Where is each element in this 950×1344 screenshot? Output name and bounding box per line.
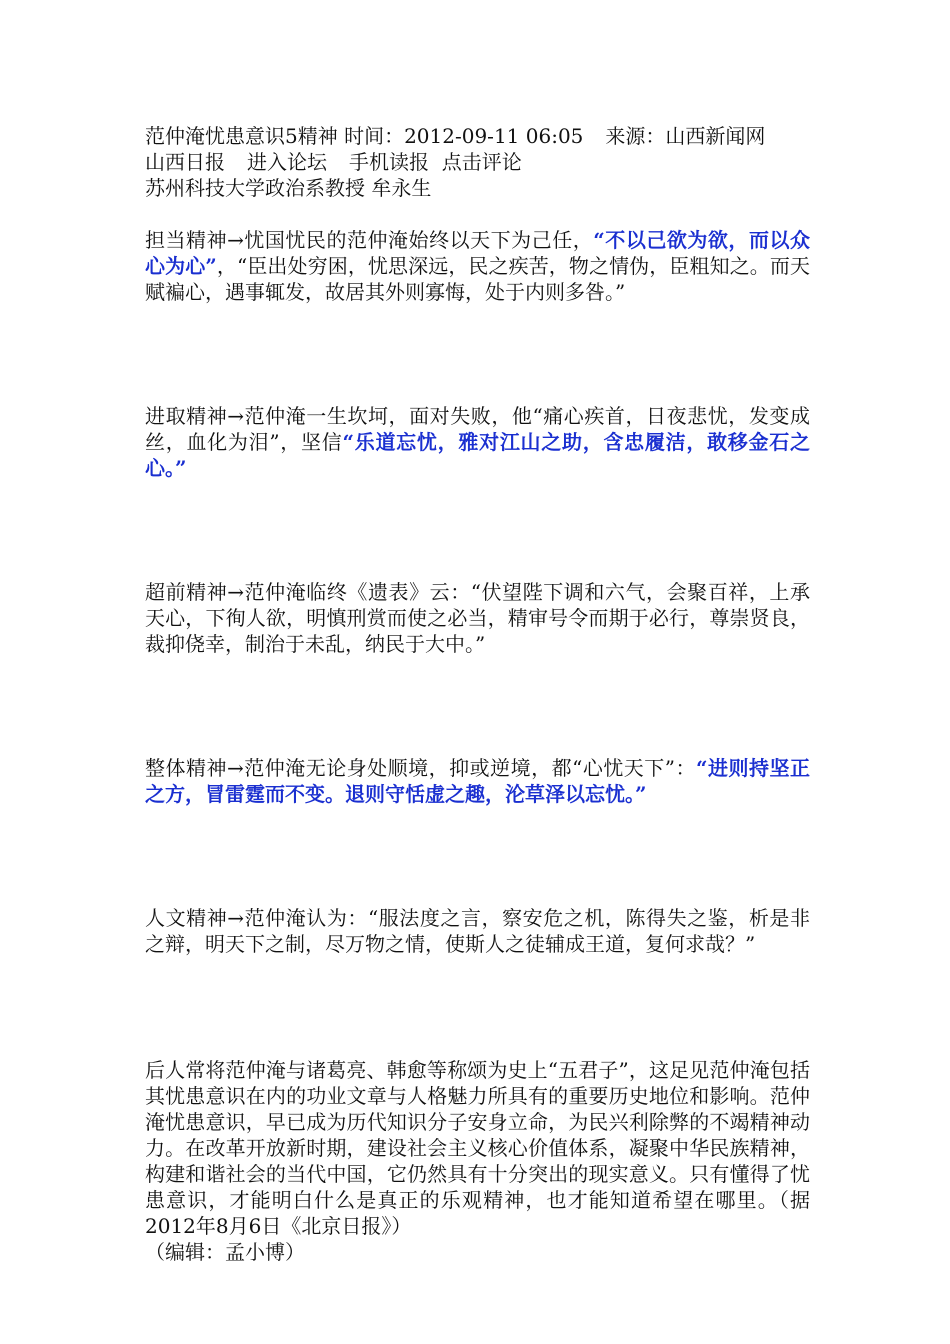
document-body [145,123,810,1265]
section-zhengti: 整体精神→范仲淹无论身处顺境，抑或逆境，都“心忧天下”：“进则持坚正之方，冒雷霆而不变。退则守恬虚之趣，沦草泽以忘忧。” [145,756,810,806]
author-line: 苏州科技大学政治系教授 牟永生 [145,176,432,200]
link-mobile-read[interactable]: 手机读报 [349,150,429,174]
article-header [145,123,810,201]
section-dandang: 担当精神→忧国忧民的范仲淹始终以天下为己任，“不以己欲为欲，而以众心为心”，“臣出处穷困，忧思深远，民之疾苦，物之情伪，臣粗知之。而天赋褊心，遇事辄发，故居其外则寡悔，处于内则多咎。” [145,228,810,304]
editor-line: （编辑：孟小博） [145,1240,305,1264]
link-comment[interactable]: 点击评论 [441,150,522,174]
link-forum[interactable]: 进入论坛 [247,150,327,174]
section-jinqu: 进取精神→范仲淹一生坎坷，面对失败，他“痛心疾首，日夜悲忧，发变成丝，血化为泪”，坚信“乐道忘忧，雅对江山之助，含忠履洁，敢移金石之心。” [145,404,810,480]
highlight-quote: “进则持坚正之方，冒雷霆而不变。退则守恬虚之趣，沦草泽以忘忧。” [145,756,810,806]
title-and-time: 范仲淹忧患意识5精神 时间：2012-09-11 06:05 [145,124,584,148]
section-renwen: 人文精神→范仲淹认为：“服法度之言，察安危之机，陈得失之鉴，析是非之辩，明天下之制，尽万物之情，使斯人之徒辅成王道，复何求哉？” [145,906,810,956]
source-label: 来源：山西新闻网 [605,124,766,148]
section-chaoqian: 超前精神→范仲淹临终《遗表》云：“伏望陛下调和六气，会聚百祥，上承天心，下徇人欲，明慎刑赏而使之必当，精审号令而期于必行，尊崇贤良，裁抑侥幸，制治于未乱，纳民于大中。” [145,580,810,656]
link-shanxi-daily[interactable]: 山西日报 [145,150,225,174]
highlight-quote: “乐道忘忧，雅对江山之助，含忠履洁，敢移金石之心。” [145,430,810,480]
header-line-1 [145,123,810,149]
highlight-quote: “不以己欲为欲，而以众心为心” [145,228,810,278]
section-conclusion: 后人常将范仲淹与诸葛亮、韩愈等称颂为史上“五君子”，这足见范仲淹包括其忧患意识在内的功业文章与人格魅力所具有的重要历史地位和影响。范仲淹忧患意识，早已成为历代知识分子安身立命，为民兴利除弊的不竭精神动力。在改革开放新时期，建设社会主义核心价值体系，凝聚中华民族精神，构建和谐社会的当代中国，它仍然具有十分突出的现实意义。只有懂得了忧患意识，才能明白什么是真正的乐观精神，也才能知道希望在哪里。（据2012年8月6日《北京日报》） [145,1058,810,1238]
header-links [145,149,810,175]
